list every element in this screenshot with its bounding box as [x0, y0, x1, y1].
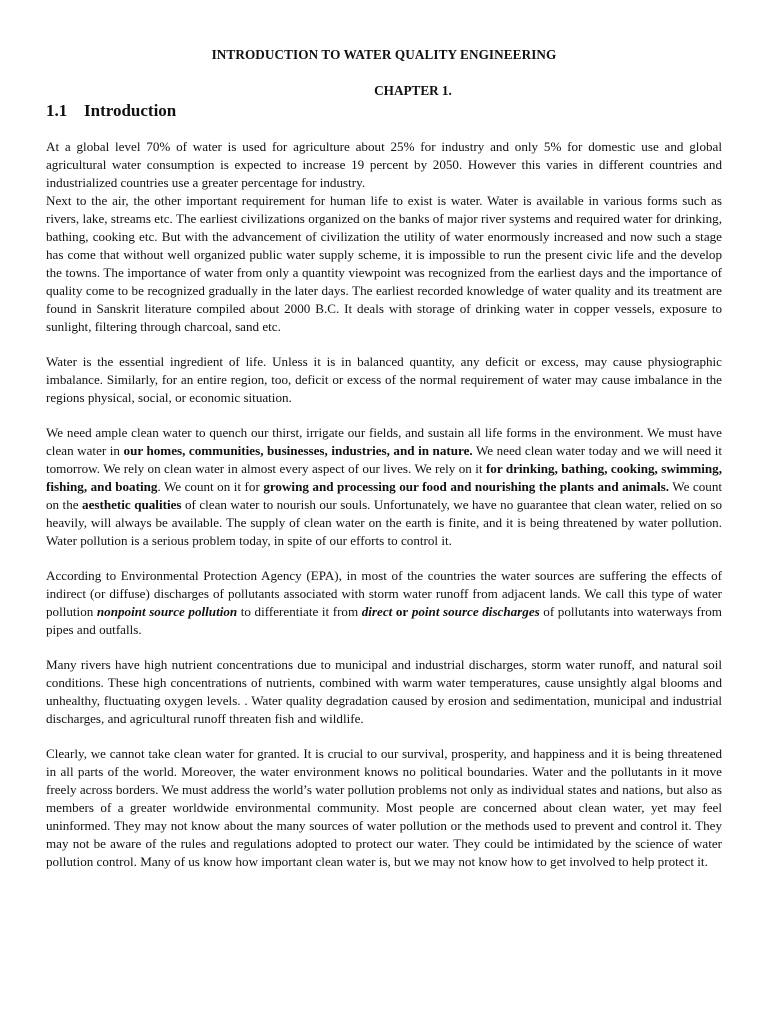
p4-bold-1: our homes, communities, businesses, industries, and in nature. [123, 443, 473, 458]
section-title: Introduction [84, 101, 177, 120]
p5-bold-1: or [395, 604, 409, 619]
p4-bold-2: for drinking, bathing, cooking, swimming, fishing, and boating [46, 461, 722, 494]
p4-text-5: of clean water to nourish our souls. Unfortunately, we have no guarantee that clean water, relied on so heavily, will always be available. The supply of clean water on the earth is finite, and it is being threatened by water pollution. Water pollution is a serious problem today, in spite of our efforts to control it. [46, 497, 722, 548]
p5-bold-italic-3: point source discharges [411, 604, 540, 619]
chapter-label: CHAPTER 1. [374, 83, 452, 98]
section-number: 1.1 [46, 101, 68, 120]
paragraph-5 [46, 567, 722, 639]
p4-text-1: We need ample clean water to quench our thirst, irrigate our fields, and sustain all life forms in the environment. We must have clean water in [46, 425, 722, 458]
body-text [46, 138, 722, 888]
paragraph-6: Many rivers have high nutrient concentrations due to municipal and industrial discharges, storm water runoff, and natural soil conditions. These high concentrations of nutrients, combined with warm water temperatures, cause unsightly algal blooms and unhealthy, fluctuating oxygen levels. . Water quality degradation caused by erosion and sedimentation, municipal and industrial discharges, and agricultural runoff threaten fish and wildlife. [46, 657, 722, 726]
p4-bold-4: aesthetic qualities [82, 497, 182, 512]
document-title: INTRODUCTION TO WATER QUALITY ENGINEERING [211, 47, 557, 62]
p4-text-4: We count on the [46, 479, 722, 512]
p5-text-1: According to Environmental Protection Agency (EPA), in most of the countries the water sources are suffering the effects of indirect (or diffuse) discharges of pollutants associated with storm water runoff from adjacent lands. We call this type of water pollution [46, 568, 722, 619]
paragraph-7: Clearly, we cannot take clean water for granted. It is crucial to our survival, prosperity, and happiness and it is being threatened in all parts of the world. Moreover, the water environment knows no political boundaries. Water and the pollutants in it move freely across borders. We must address the world’s water pollution problems not only as individual states and nations, but also as members of a greater worldwide environmental community. Most people are concerned about clean water, yet may feel uninformed. They may not know about the many sources of water pollution or the methods used to prevent and control it. They may not be aware of the rules and regulations adopted to protect our water. They could be intimidated by the science of water pollution control. Many of us know how important clean water is, but we may not know how to get involved to help protect it. [46, 746, 722, 869]
paragraph-4 [46, 424, 722, 550]
p4-text-3: . We count on it for [157, 479, 264, 494]
paragraph-3: Water is the essential ingredient of life. Unless it is in balanced quantity, any deficit or excess, may cause physiographic imbalance. Similarly, for an entire region, too, deficit or excess of the normal requirement of water may cause imbalance in the regions physical, social, or economic situation. [46, 354, 722, 405]
p5-text-5: of pollutants into waterways from pipes and outfalls. [46, 604, 722, 637]
p4-bold-3: growing and processing our food and nourishing the plants and animals. [263, 479, 670, 494]
section-heading [46, 101, 176, 121]
paragraph-2: Next to the air, the other important requirement for human life to exist is water. Water is available in various forms such as rivers, lake, streams etc. The earliest civilizations organized on the banks of major river systems and required water for drinking, bathing, cooking etc. But with the advancement of civilization the utility of water enormously increased and now such a stage has come that without well organized public water supply scheme, it is impossible to run the present civic life and the develop the towns. The importance of water from only a quantity viewpoint was recognized from the earliest days and the importance of quality come to be recognized gradually in the later days. The earliest recorded knowledge of water quality and its treatment are found in Sanskrit literature compiled about 2000 B.C. It deals with storage of drinking water in copper vessels, exposure to sunlight, filtering through charcoal, sand etc. [46, 193, 722, 334]
p5-bold-italic-2: direct [361, 604, 393, 619]
paragraph-1: At a global level 70% of water is used for agriculture about 25% for industry and only 5% for domestic use and global agricultural water consumption is expected to increase 19 percent by 2050. However this varies in different countries and industrialized countries use a greater percentage for industry. [46, 139, 722, 190]
p4-text-2: We need clean water today and we will need it tomorrow. We rely on clean water in almost every aspect of our lives. We rely on it [46, 443, 722, 476]
p5-text-2: to differentiate it from [237, 604, 362, 619]
p5-bold-italic-1: nonpoint source pollution [96, 604, 238, 619]
